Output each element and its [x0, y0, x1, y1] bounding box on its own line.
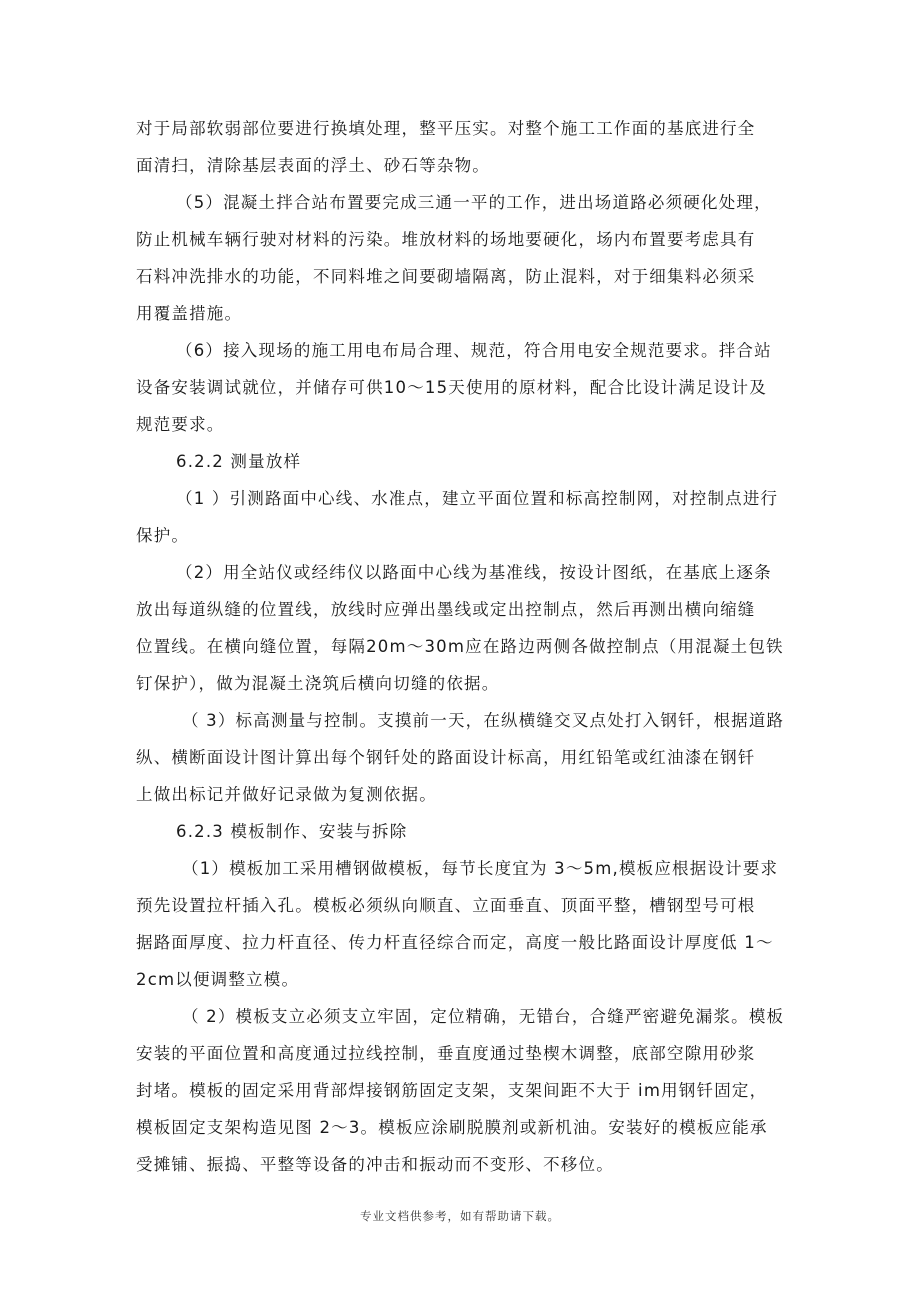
text-line: 放出每道纵缝的位置线，放线时应弹出墨线或定出控制点，然后再测出横向缩缝 — [136, 600, 756, 619]
text-line: （2）用全站仪或经纬仪以路面中心线为基准线，按设计图纸，在基底上逐条 — [176, 563, 772, 582]
text-line: 受摊铺、振捣、平整等设备的冲击和振动而不变形、不移位。 — [136, 1155, 614, 1174]
text-line: 钉保护），做为混凝土浇筑后横向切缝的依据。 — [136, 674, 500, 693]
text-line: （1 ）引测路面中心线、水准点，建立平面位置和标高控制网，对控制点进行 — [176, 489, 779, 508]
text-line: 防止机械车辆行驶对材料的污染。堆放材料的场地要硬化，场内布置要考虑具有 — [136, 230, 756, 249]
text-line: 面清扫，清除基层表面的浮土、砂石等杂物。 — [136, 156, 490, 175]
text-line: 预先设置拉杆插入孔。模板必须纵向顺直、立面垂直、顶面平整，槽钢型号可根 — [136, 896, 756, 915]
text-line: （6）接入现场的施工用电布局合理、规范，符合用电安全规范要求。拌合站 — [176, 341, 772, 360]
section-heading: 6.2.3 模板制作、安装与拆除 — [176, 822, 408, 841]
text-line: 上做出标记并做好记录做为复测依据。 — [136, 785, 437, 804]
text-line: 模板固定支架构造见图 2～3。模板应涂刷脱膜剂或新机油。安装好的模板应能承 — [136, 1118, 768, 1137]
text-line: 位置线。在横向缝位置，每隔20m～30m应在路边两侧各做控制点（用混凝土包铁 — [136, 637, 784, 656]
text-line: （5）混凝土拌合站布置要完成三通一平的工作，进出场道路必须硬化处理， — [176, 193, 772, 212]
text-line: 设备安装调试就位，并储存可供10～15天使用的原材料，配合比设计满足设计及 — [136, 378, 767, 397]
text-line: 规范要求。 — [136, 415, 225, 434]
text-line: （ 2）模板支立必须支立牢固，定位精确，无错台，合缝严密避免漏浆。模板 — [182, 1007, 785, 1026]
text-line: 安装的平面位置和高度通过拉线控制，垂直度通过垫楔木调整，底部空隙用砂浆 — [136, 1044, 756, 1063]
text-line: 2cm以便调整立模。 — [136, 970, 300, 989]
page-footer: 专业文档供参考，如有帮助请下载。 — [360, 1209, 560, 1223]
text-line: 封堵。模板的固定采用背部焊接钢筋固定支架，支架间距不大于 im用钢钎固定， — [136, 1081, 768, 1100]
text-line: 纵、横断面设计图计算出每个钢钎处的路面设计标高，用红铅笔或红油漆在钢钎 — [136, 748, 756, 767]
text-line: 保护。 — [136, 526, 190, 545]
text-line: 用覆盖措施。 — [136, 304, 243, 323]
text-line: 对于局部软弱部位要进行换填处理，整平压实。对整个施工工作面的基底进行全 — [136, 119, 756, 138]
text-line: （ 3）标高测量与控制。支摸前一天，在纵横缝交叉点处打入钢钎，根据道路 — [182, 711, 785, 730]
text-line: 据路面厚度、拉力杆直径、传力杆直径综合而定，高度一般比路面设计厚度低 1～ — [136, 933, 774, 952]
text-line: 石料冲洗排水的功能，不同料堆之间要砌墙隔离，防止混料，对于细集料必须采 — [136, 267, 756, 286]
section-heading: 6.2.2 测量放样 — [176, 452, 302, 471]
text-line: （1）模板加工采用槽钢做模板，每节长度宜为 3～5m,模板应根据设计要求 — [182, 859, 779, 878]
